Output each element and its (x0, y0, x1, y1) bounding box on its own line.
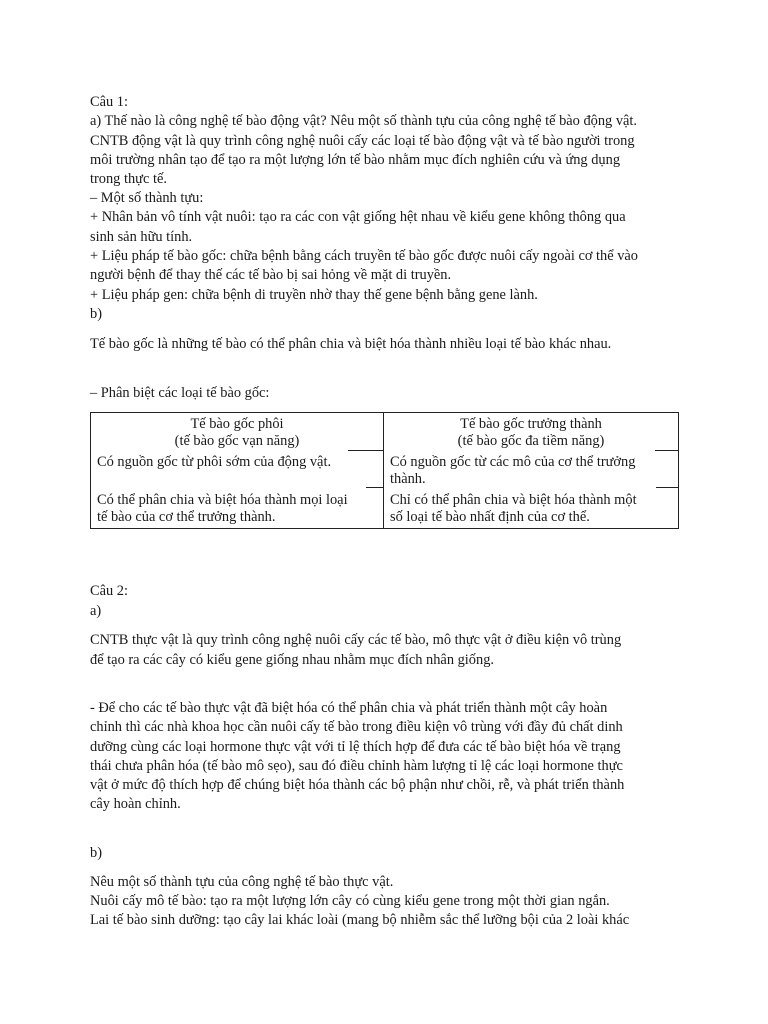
question-2-part-a: a) (90, 603, 102, 619)
table-header-text: (tế bào gốc vạn năng) (174, 433, 300, 449)
question-2-paragraph: Nêu một số thành tựu của công nghệ tế bào thực vật. (90, 874, 394, 890)
question-1-line: + Liệu pháp gen: chữa bệnh di truyền nhờ thay thế gene bệnh bằng gene lành. (90, 287, 538, 303)
question-2-title: Câu 2: (90, 583, 128, 599)
table-cell-text: Có thể phân chia và biệt hóa thành mọi loại (97, 492, 348, 508)
question-2-paragraph: Nuôi cấy mô tế bào: tạo ra một lượng lớn cây có cùng kiểu gene trong một thời gian ngắn. (90, 893, 610, 909)
table-cell-text: số loại tế bào nhất định của cơ thể. (390, 509, 590, 525)
question-1-line: – Một số thành tựu: (90, 190, 204, 206)
question-1-line: môi trường nhân tạo để tạo ra một lượng lớn tế bào nhằm mục đích nghiên cứu và ứng dụng (90, 152, 621, 168)
question-1-line: b) (90, 306, 102, 322)
stem-cell-comparison-table (90, 412, 679, 529)
table-rule (655, 450, 678, 451)
question-2-paragraph: vật ở mức độ thích hợp để chúng biệt hóa thành các bộ phận như chồi, rễ, và phát triển thành (90, 777, 625, 793)
table-cell (91, 452, 384, 490)
question-1-line: trong thực tế. (90, 171, 167, 187)
question-1-line: + Liệu pháp tế bào gốc: chữa bệnh bằng cách truyền tế bào gốc được nuôi cấy ngoài cơ thể vào (90, 248, 639, 264)
question-1-title: Câu 1: (90, 94, 128, 110)
table-header-text: (tế bào gốc đa tiềm năng) (457, 433, 605, 449)
question-1-line: a) Thế nào là công nghệ tế bào động vật? Nêu một số thành tựu của công nghệ tế bào động vật. (90, 113, 638, 129)
question-2-paragraph: chỉnh thì các nhà khoa học cần nuôi cấy tế bào trong điều kiện vô trùng với đầy đủ chất dinh (90, 719, 623, 735)
table-cell-text: tế bào của cơ thể trưởng thành. (97, 509, 276, 525)
question-1-line: sinh sản hữu tính. (90, 229, 193, 245)
question-2-paragraph: Lai tế bào sinh dưỡng: tạo cây lai khác loài (mang bộ nhiễm sắc thể lưỡng bội của 2 loài khác (90, 912, 630, 928)
table-row (91, 452, 679, 490)
question-2-paragraph: CNTB thực vật là quy trình công nghệ nuôi cấy các tế bào, mô thực vật ở điều kiện vô trùng (90, 632, 622, 648)
table-rule (366, 487, 383, 488)
question-2-paragraph: - Để cho các tế bào thực vật đã biệt hóa có thể phân chia và phát triển thành một cây hoàn (90, 700, 608, 716)
table-header-cell (384, 413, 679, 453)
question-1-line: người bệnh để thay thế các tế bào bị sai hỏng về mặt di truyền. (90, 267, 452, 283)
stem-cell-definition: Tế bào gốc là những tế bào có thể phân chia và biệt hóa thành nhiều loại tế bào khác nhau. (90, 336, 612, 352)
table-header-text: Tế bào gốc trưởng thành (460, 416, 602, 432)
question-2-paragraph: dưỡng cùng các loại hormone thực vật với tỉ lệ thích hợp để đưa các tế bào biệt hóa về trạng (90, 739, 621, 755)
question-2-paragraph: cây hoàn chỉnh. (90, 796, 181, 812)
question-1-line: CNTB động vật là quy trình công nghệ nuôi cấy các loại tế bào động vật và tế bào người trong (90, 133, 635, 149)
table-header-cell (91, 413, 384, 453)
table-cell-text: Chỉ có thể phân chia và biệt hóa thành một (390, 492, 637, 508)
table-row (91, 490, 679, 529)
stem-cell-compare-title: – Phân biệt các loại tế bào gốc: (90, 385, 270, 401)
table-header-row (91, 413, 679, 453)
question-2-paragraph: để tạo ra các cây có kiểu gene giống nhau nhằm mục đích nhân giống. (90, 652, 494, 668)
table-cell (384, 490, 679, 529)
table-cell (384, 452, 679, 490)
table-cell-text: thành. (390, 471, 426, 487)
table-rule (348, 450, 383, 451)
table-cell-text: Có nguồn gốc từ các mô của cơ thể trưởng (390, 454, 636, 470)
question-2-part-b: b) (90, 845, 102, 861)
table-header-text: Tế bào gốc phôi (190, 416, 284, 432)
question-2-paragraph: thái chưa phân hóa (tế bào mô sẹo), sau đó điều chỉnh hàm lượng tỉ lệ các loại hormone thực (90, 758, 623, 774)
table-cell (91, 490, 384, 529)
table-cell-text: Có nguồn gốc từ phôi sớm của động vật. (97, 454, 332, 470)
question-1-line: + Nhân bản vô tính vật nuôi: tạo ra các con vật giống hệt nhau về kiểu gene không thông qua (90, 209, 626, 225)
table-rule (656, 487, 678, 488)
